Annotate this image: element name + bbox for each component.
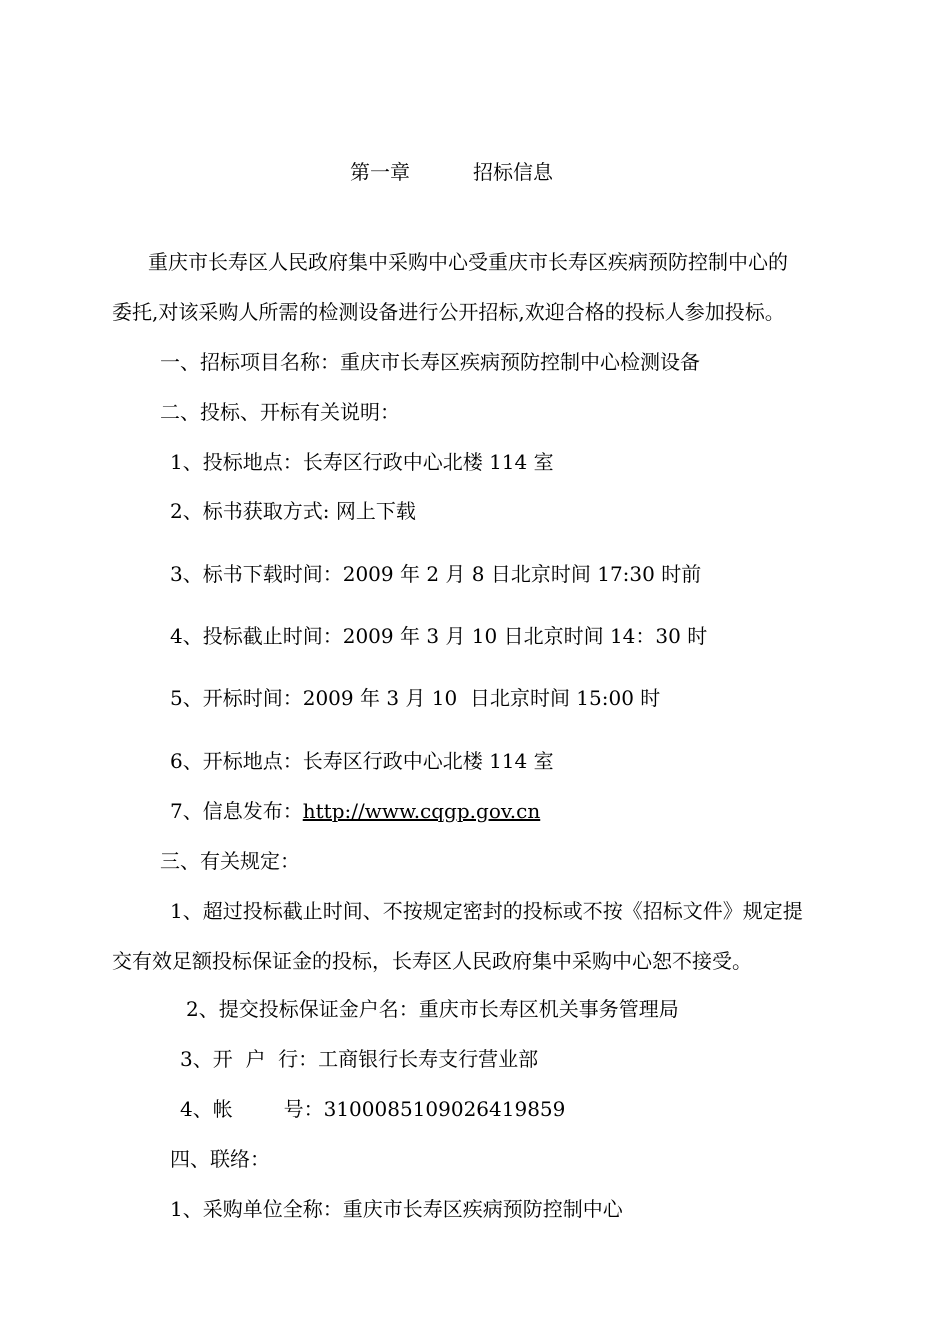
bid-opening-location: 6、开标地点：长寿区行政中心北楼 114 室 bbox=[170, 749, 554, 773]
info-publish-label: 7、信息发布： bbox=[170, 799, 303, 823]
bid-location: 1、投标地点：长寿区行政中心北楼 114 室 bbox=[170, 450, 554, 474]
deposit-account-name: 2、提交投标保证金户名：重庆市长寿区机关事务管理局 bbox=[186, 997, 679, 1021]
deposit-bank: 3、开 户 行：工商银行长寿支行营业部 bbox=[180, 1047, 539, 1071]
section-2-heading: 二、投标、开标有关说明： bbox=[160, 400, 400, 424]
bid-deadline: 4、投标截止时间：2009 年 3 月 10 日北京时间 14：30 时 bbox=[170, 624, 708, 648]
section-4-heading: 四、联络： bbox=[170, 1147, 270, 1171]
tender-doc-method: 2、标书获取方式: 网上下载 bbox=[170, 499, 416, 523]
purchaser-full-name: 1、采购单位全称：重庆市长寿区疾病预防控制中心 bbox=[170, 1197, 623, 1221]
tender-download-time: 3、标书下载时间：2009 年 2 月 8 日北京时间 17:30 时前 bbox=[170, 562, 702, 586]
rule-1-line-1: 1、超过投标截止时间、不按规定密封的投标或不按《招标文件》规定提 bbox=[170, 899, 803, 923]
info-publish-link[interactable]: http://www.cqgp.gov.cn bbox=[302, 799, 541, 823]
deposit-account-number bbox=[180, 1095, 565, 1123]
intro-line-2: 委托,对该采购人所需的检测设备进行公开招标,欢迎合格的投标人参加投标。 bbox=[112, 300, 785, 324]
account-number-value: 3100085109026419859 bbox=[323, 1097, 566, 1121]
bid-opening-time: 5、开标时间：2009 年 3 月 10 日北京时间 15:00 时 bbox=[170, 686, 661, 710]
account-number-label: 4、帐 号： bbox=[180, 1097, 324, 1121]
section-3-heading: 三、有关规定： bbox=[160, 849, 300, 873]
rule-1-line-2: 交有效足额投标保证金的投标，长寿区人民政府集中采购中心恕不接受。 bbox=[112, 949, 752, 973]
chapter-number: 第一章 bbox=[350, 160, 410, 184]
intro-line-1: 重庆市长寿区人民政府集中采购中心受重庆市长寿区疾病预防控制中心的 bbox=[148, 250, 788, 274]
chapter-title: 招标信息 bbox=[473, 160, 553, 184]
section-1-project-name: 一、招标项目名称：重庆市长寿区疾病预防控制中心检测设备 bbox=[160, 350, 700, 374]
info-publish bbox=[170, 797, 540, 825]
chapter-heading bbox=[0, 158, 950, 188]
